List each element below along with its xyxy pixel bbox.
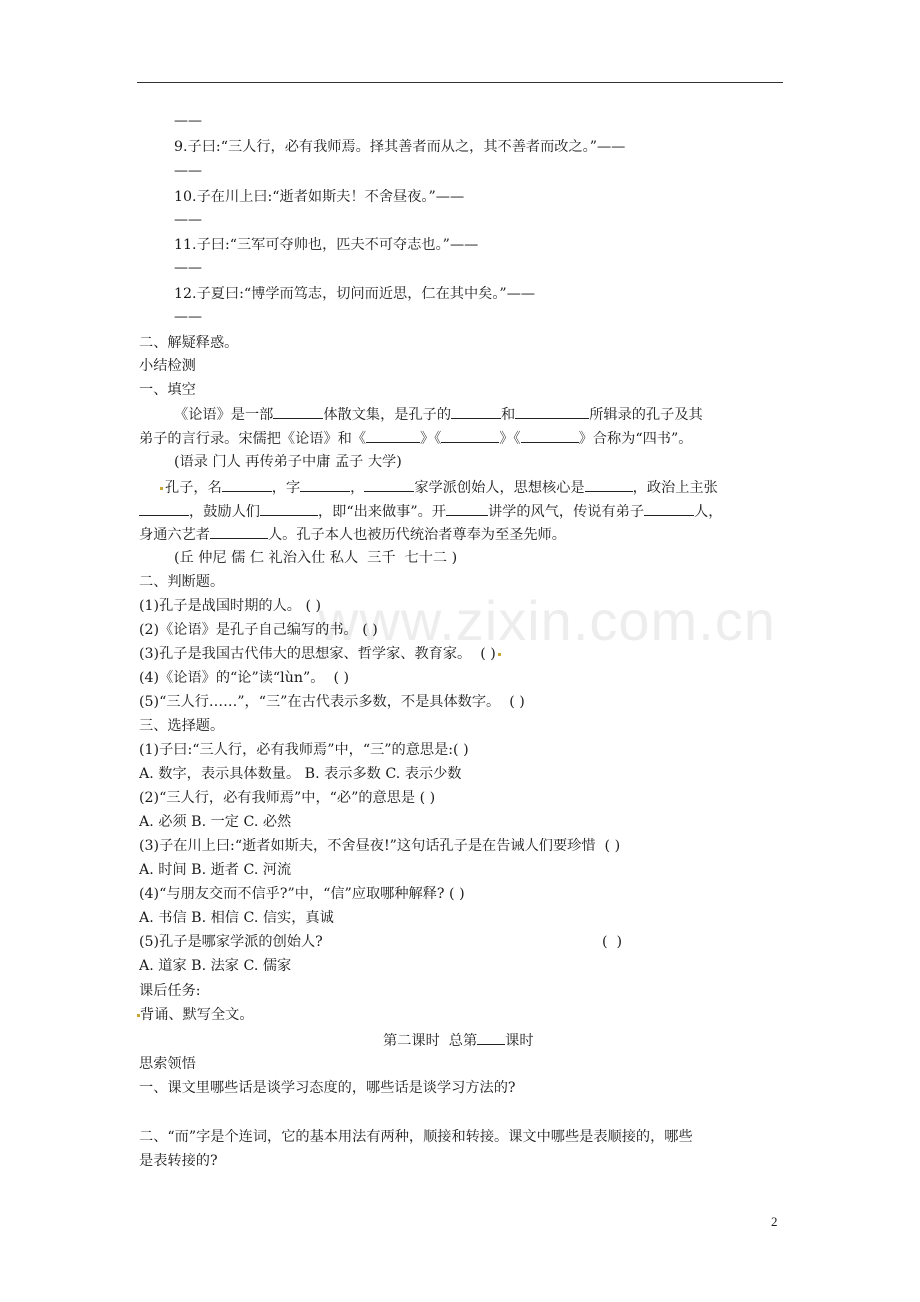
watermark: www.zixin.com.cn: [318, 589, 776, 652]
blank[interactable]: [585, 478, 633, 492]
fill-2-line-3: 身通六艺者 人。孔子本人也被历代统治者尊奉为至圣先师。: [139, 527, 566, 543]
think-question-2: 二、“而”字是个连词，它的基本用法有两种，顺接和转接。课文中哪些是表顺接的，哪些: [139, 1129, 693, 1145]
think-question-2-cont: 是表转接的?: [139, 1153, 218, 1169]
quote-11: 11.子曰:“三军可夺帅也，匹夫不可夺志也。”——: [174, 237, 479, 253]
fill-1-hint: (语录 门人 再传弟子中庸 孟子 大学): [174, 454, 402, 470]
quote-12: 12.子夏曰:“博学而笃志，切问而近思，仁在其中矣。”——: [174, 286, 536, 302]
blank[interactable]: [139, 502, 189, 516]
judge-item: (4)《论语》的“论”读“lùn”。 ( ): [139, 670, 350, 686]
heading-sisuo: 思索领悟: [139, 1056, 196, 1072]
section-panduan: 二、判断题。: [139, 574, 225, 590]
answer-dash: ——: [174, 260, 202, 276]
quote-9: 9.子曰:“三人行，必有我师焉。择其善者而从之，其不善者而改之。”——: [174, 139, 626, 155]
blank[interactable]: [366, 429, 420, 443]
choice-question: (5)孔子是哪家学派的创始人?: [139, 934, 323, 950]
blank[interactable]: [477, 1031, 505, 1045]
fill-1-line-1: 《论语》是一部 体散文集，是孔子的 和 所辑录的孔子及其: [174, 407, 703, 423]
choice-options: A. 数字，表示具体数量。 B. 表示多数 C. 表示少数: [139, 766, 462, 782]
answer-dash: ——: [174, 309, 202, 325]
answer-paren: ( ): [602, 934, 623, 950]
judge-item: (3)孔子是我国古代伟大的思想家、哲学家、教育家。 ( ): [139, 645, 503, 663]
think-question-1: 一、课文里哪些话是谈学习态度的，哪些话是谈学习方法的?: [139, 1080, 516, 1096]
lesson-2-heading: 第二课时 总第 课时: [383, 1033, 534, 1049]
choice-options: A. 书信 B. 相信 C. 信实，真诚: [139, 910, 334, 926]
choice-question: (4)“与朋友交而不信乎?”中，“信”应取哪种解释? ( ): [139, 886, 465, 902]
blank[interactable]: [521, 429, 579, 443]
blank[interactable]: [364, 478, 414, 492]
heading-xiaojie: 小结检测: [139, 358, 196, 374]
homework-text: 背诵、默写全文。: [139, 1006, 254, 1024]
choice-question: (3)子在川上曰:“逝者如斯夫，不舍昼夜!”这句话孔子是在告诫人们要珍惜 ( ): [139, 838, 621, 854]
blank[interactable]: [300, 478, 350, 492]
fill-2-hint: (丘 仲尼 儒 仁 礼治入仕 私人 三千 七十二 ): [174, 550, 458, 566]
header-rule: [137, 82, 783, 83]
section-tiankong: 一、填空: [139, 382, 196, 398]
section-xuanze: 三、选择题。: [139, 718, 225, 734]
fill-1-line-2: 弟子的言行录。宋儒把《论语》和《 》《 》《 》合称为“四书”。: [139, 431, 693, 447]
blank[interactable]: [210, 525, 268, 539]
blank[interactable]: [222, 478, 272, 492]
blank[interactable]: [515, 405, 589, 419]
choice-options: A. 时间 B. 逝者 C. 河流: [139, 862, 292, 878]
choice-options: A. 道家 B. 法家 C. 儒家: [139, 958, 292, 974]
judge-item: (5)“三人行……”，“三”在古代表示多数，不是具体数字。 ( ): [139, 694, 525, 710]
blank[interactable]: [441, 429, 499, 443]
choice-options: A. 必须 B. 一定 C. 必然: [139, 814, 292, 830]
quote-10: 10.子在川上曰:“逝者如斯夫！不舍昼夜。”——: [174, 189, 465, 205]
fill-2-line-1: 孔子，名 ，字 ， 家学派创始人，思想核心是 ，政治上主张: [160, 478, 718, 497]
judge-item: (2)《论语》是孔子自己编写的书。 ( ): [139, 622, 378, 638]
blank[interactable]: [260, 502, 318, 516]
mark-dot: [160, 487, 163, 490]
choice-question: (2)“三人行，必有我师焉”中，“必”的意思是 ( ): [139, 790, 436, 806]
blank[interactable]: [644, 502, 694, 516]
section-jieyi: 二、解疑释惑。: [139, 335, 239, 351]
choice-question: (1)子曰:“三人行，必有我师焉”中，“三”的意思是:( ): [139, 742, 469, 758]
blank[interactable]: [451, 405, 501, 419]
page-number: 2: [771, 1214, 778, 1229]
answer-dash: ——: [174, 212, 202, 228]
blank[interactable]: [273, 405, 323, 419]
answer-dash: ——: [174, 113, 202, 129]
fill-2-line-2: ，鼓励人们 ，即“出来做事”。开 讲学的风气，传说有弟子 人，: [139, 502, 722, 521]
blank[interactable]: [446, 502, 488, 516]
answer-dash: ——: [174, 163, 202, 179]
judge-item: (1)孔子是战国时期的人。 ( ): [139, 598, 322, 614]
homework-title: 课后任务:: [139, 983, 201, 999]
